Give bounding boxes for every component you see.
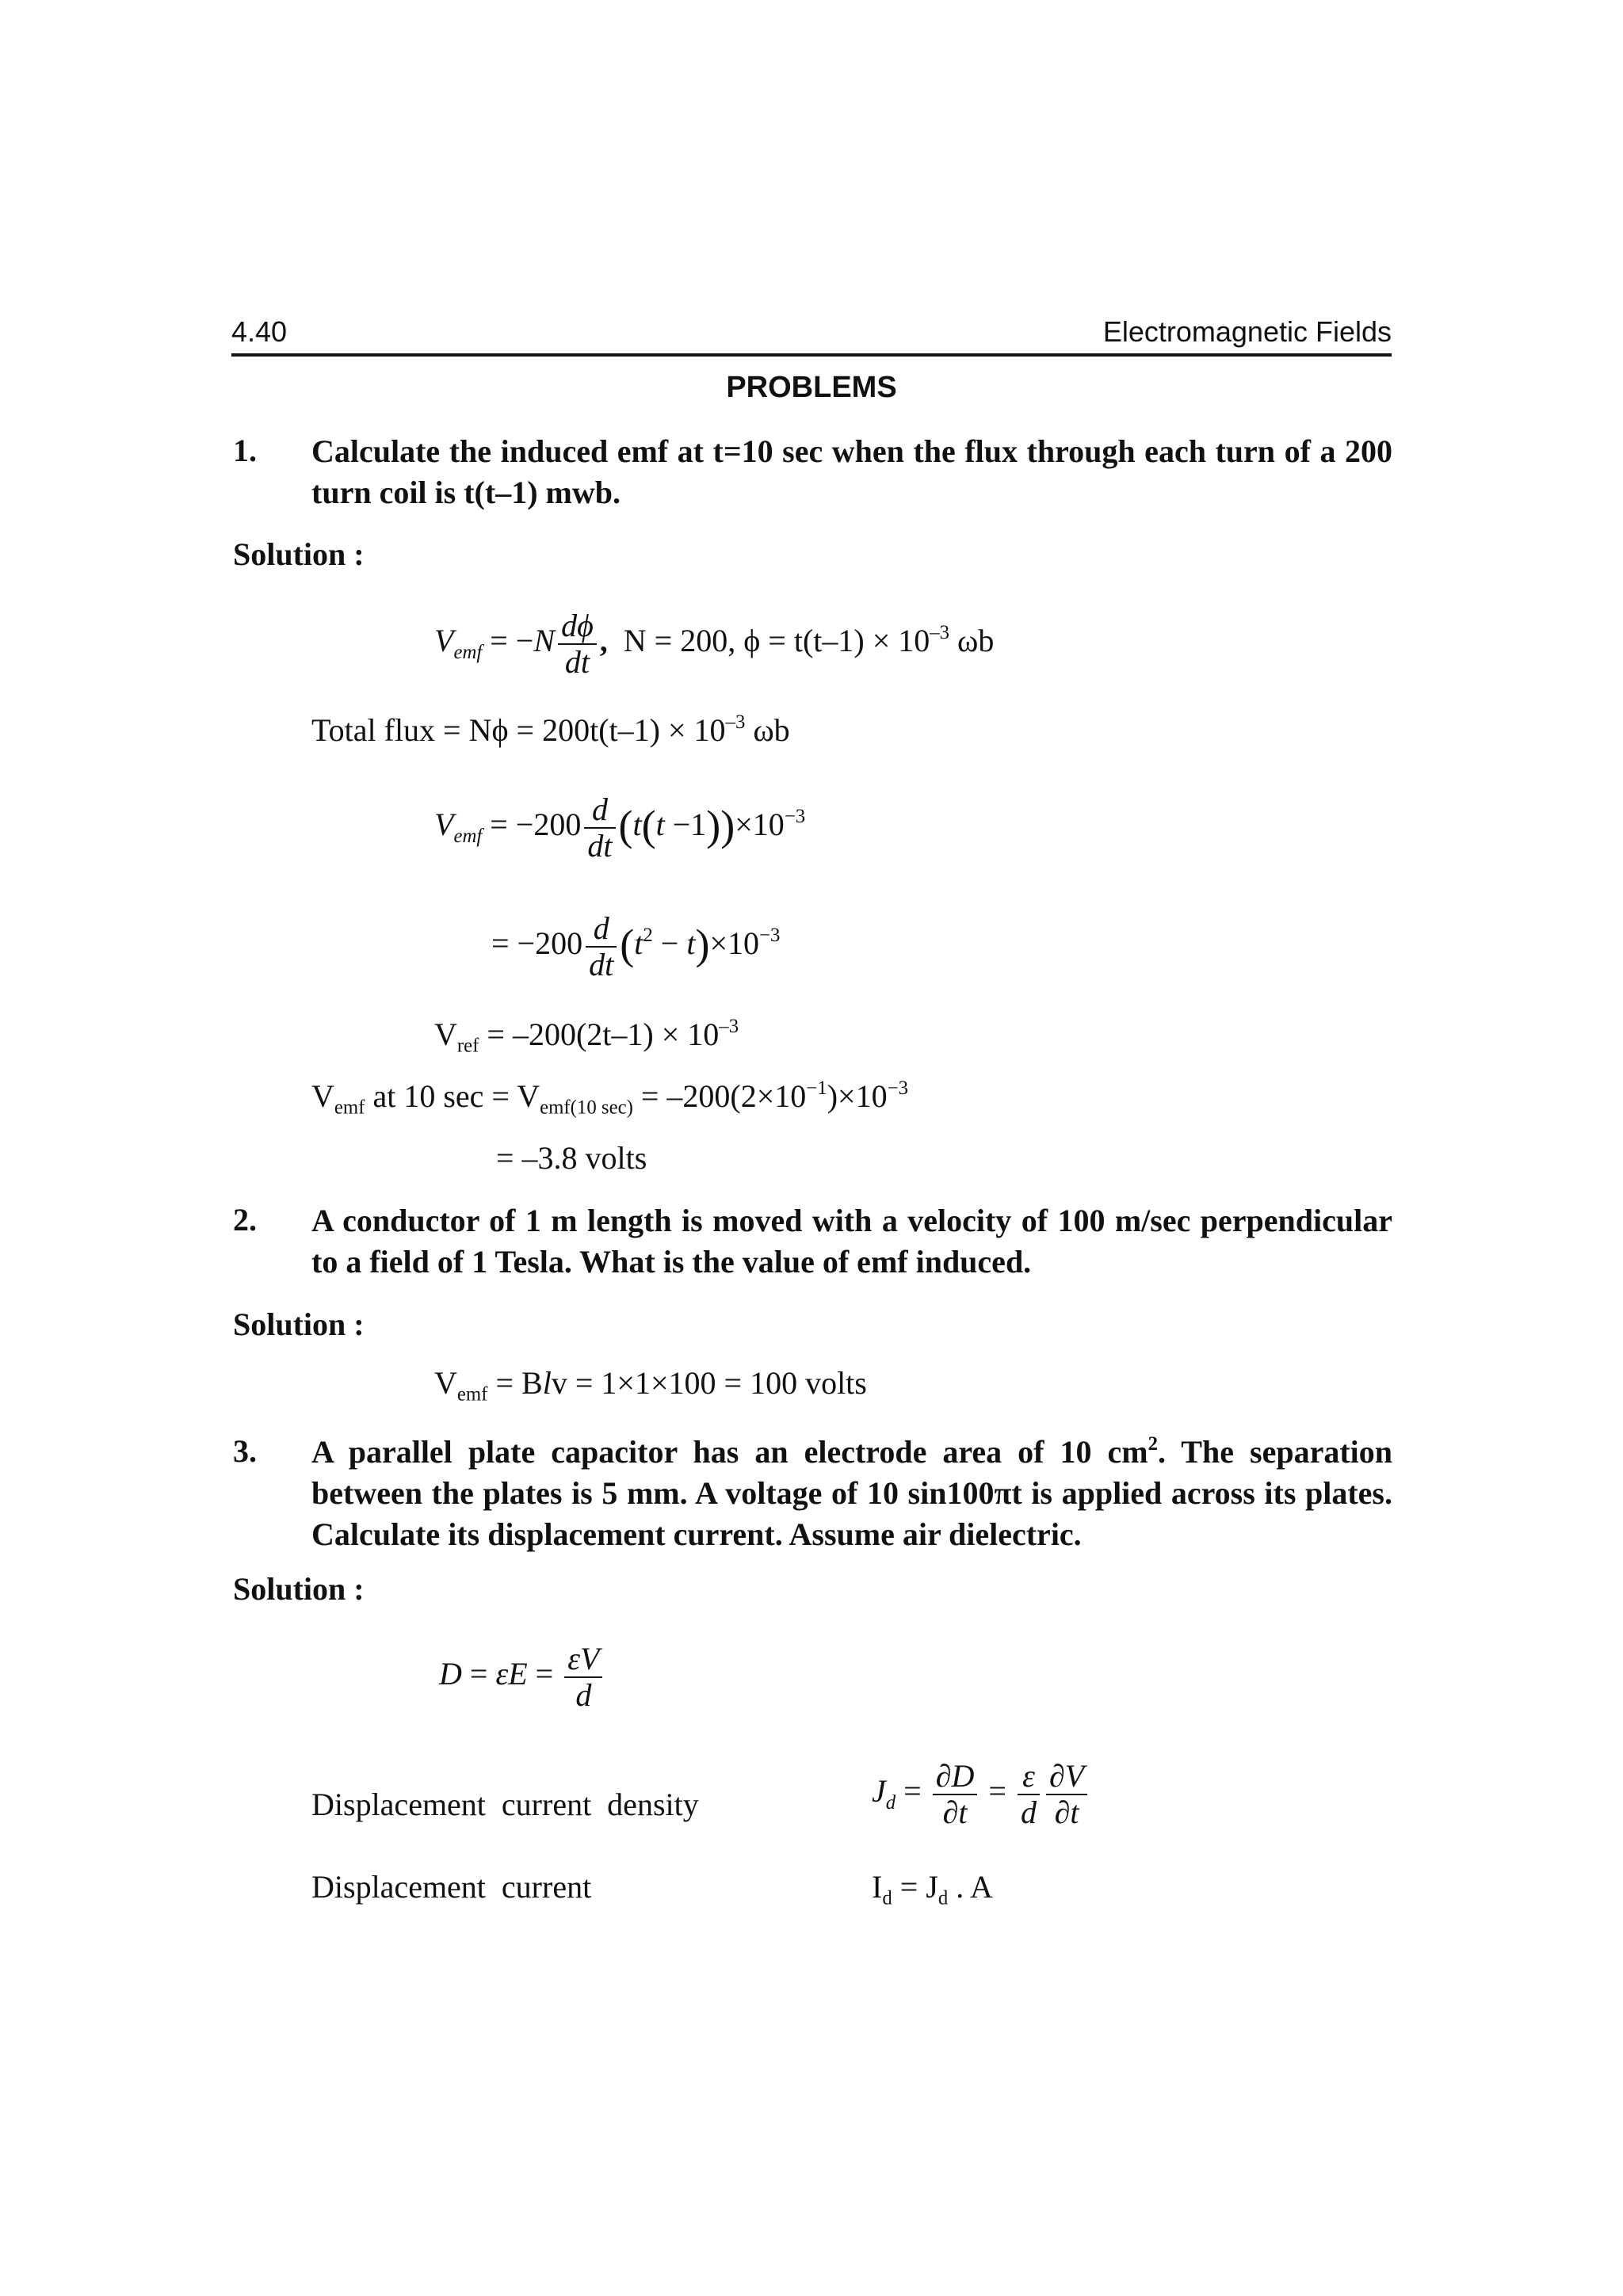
problem-3-line-1: A parallel plate capacitor has an electrode area of 10 $cm^2$. The separation [311, 1432, 1392, 1470]
equation-jd: $J_d$ = $\frac{\partial D}{\partial t}$ = $\frac{\varepsilon}{d}$ $\frac{\partial V}{\partial t}$ [872, 1759, 1090, 1830]
problem-2-question: A conductor of 1 m length is moved with a velocity of 100 m/sec perpendicular to a field of 1 Tesla. What is the value of emf induced. [311, 1203, 1392, 1280]
vref-exponent: –3 [719, 1015, 739, 1037]
running-title: Electromagnetic Fields [1102, 315, 1392, 348]
final-answer-1: = –3.8 volts [496, 1140, 647, 1176]
fraction-d-dt: $\frac{d}{dt}$ [584, 792, 615, 864]
at-10-exp2: −3 [887, 1077, 908, 1099]
id-subscript: d [882, 1887, 892, 1909]
fraction-dD-dt: $\frac{\partial D}{\partial t}$ [933, 1759, 978, 1830]
problem-3-line-2: between the plates is 5 mm. A voltage of 10 sin100πt is applied across its plates. [311, 1475, 1392, 1511]
solution-label-1: Solution : [233, 536, 365, 572]
equation-vref: $V_{ref} = -200(2t-1) \times 10^{-3}$ [434, 1015, 739, 1057]
problem-3-number: 3. [233, 1433, 257, 1469]
equation-vemf-at-10: $V_{emf}$ at 10 $\sec = V_{emf(10 sec)} = -200(2\times 10^{-1})\times 10^{-3}$ [311, 1077, 908, 1119]
given-unit: ωb [949, 623, 995, 659]
fraction-eps-d: $\frac{\varepsilon}{d}$ [1018, 1759, 1040, 1830]
total-flux-text: Total flux = Nϕ = 200t(t–1) × 10 [311, 712, 726, 748]
fraction-d-dt-2: $\frac{d}{dt}$ [586, 911, 617, 982]
fraction-dV-dt: $\frac{\partial V}{\partial t}$ [1046, 1759, 1087, 1830]
id-end: . A [948, 1869, 993, 1905]
fraction-epsV-d: $\frac{\varepsilon V}{d}$ [564, 1642, 602, 1713]
equation-vemf-derivative: $V_{emf} = -200$ $\frac{d}{dt}$ $(t(t -1))\times 10^{-3}$ [434, 791, 806, 864]
problem-3-line-3: Calculate its displacement current. Assume air dielectric. [311, 1516, 1082, 1552]
solution-label-2: Solution : [233, 1306, 365, 1342]
vref-subscript: ref [456, 1035, 479, 1057]
motional-eq-a: = B [487, 1365, 543, 1401]
total-flux-unit: ωb [745, 712, 790, 748]
problem-3-question [311, 1432, 1392, 1555]
vemf-subscript: emf [334, 1097, 365, 1119]
at-10-subscript: emf(10 sec) [540, 1097, 633, 1119]
equation-faraday: $V_{emf} = -N$ $\frac{d\phi}{dt}$ , N = 200, $\phi = t(t-1) \times 10^{-3}$ ωb [434, 608, 995, 680]
page-number: 4.40 [231, 315, 288, 348]
at-10-exp1: −1 [806, 1077, 827, 1099]
equation-expanded: = −200 $\frac{d}{dt}$ $(t^2 - t)\times 10^{-3}$ [491, 910, 781, 982]
given-exponent: –3 [930, 622, 950, 644]
problem-1-number: 1. [233, 433, 257, 468]
motional-eq-b: v = 1×1×100 = 100 volts [551, 1365, 867, 1401]
solution-label-3: Solution : [233, 1571, 365, 1607]
id-subscript-2: d [938, 1887, 949, 1909]
total-flux-exponent: –3 [725, 711, 746, 733]
id-mid: = J [892, 1869, 938, 1905]
total-flux-line [311, 711, 790, 749]
disp-current-label: Displacement current [311, 1869, 592, 1905]
motional-eq-l: l [542, 1365, 552, 1401]
equation-displacement-field: D = εE = $\frac{\varepsilon V}{d}$ [439, 1642, 605, 1713]
section-title: PROBLEMS [726, 371, 897, 404]
at-10-text: at 10 sec = V [365, 1078, 540, 1114]
problem-1-question: Calculate the induced emf at t=10 sec when the flux through each turn of a 200 turn coil is t(t–1) mwb. [311, 433, 1392, 510]
problem-2-number: 2. [233, 1202, 257, 1238]
equation-id: $I_d = J_d$ . A [872, 1869, 993, 1909]
at-10-rest: = –200(2×10 [632, 1078, 807, 1114]
vref-text: = –200(2t–1) × 10 [479, 1016, 720, 1052]
disp-density-label: Displacement current density [311, 1787, 699, 1822]
header-rule [231, 353, 1392, 357]
motional-subscript: emf [456, 1383, 488, 1405]
at-10-mid: )×10 [827, 1078, 888, 1114]
equation-motional-emf: $V_{emf}$ = Blv = 1×1×100 = 100 volts [434, 1365, 867, 1405]
fraction-dphi-dt: $\frac{d\phi}{dt}$ [558, 608, 597, 680]
given-values: N = 200, ϕ = t(t–1) × 10 [623, 623, 930, 659]
